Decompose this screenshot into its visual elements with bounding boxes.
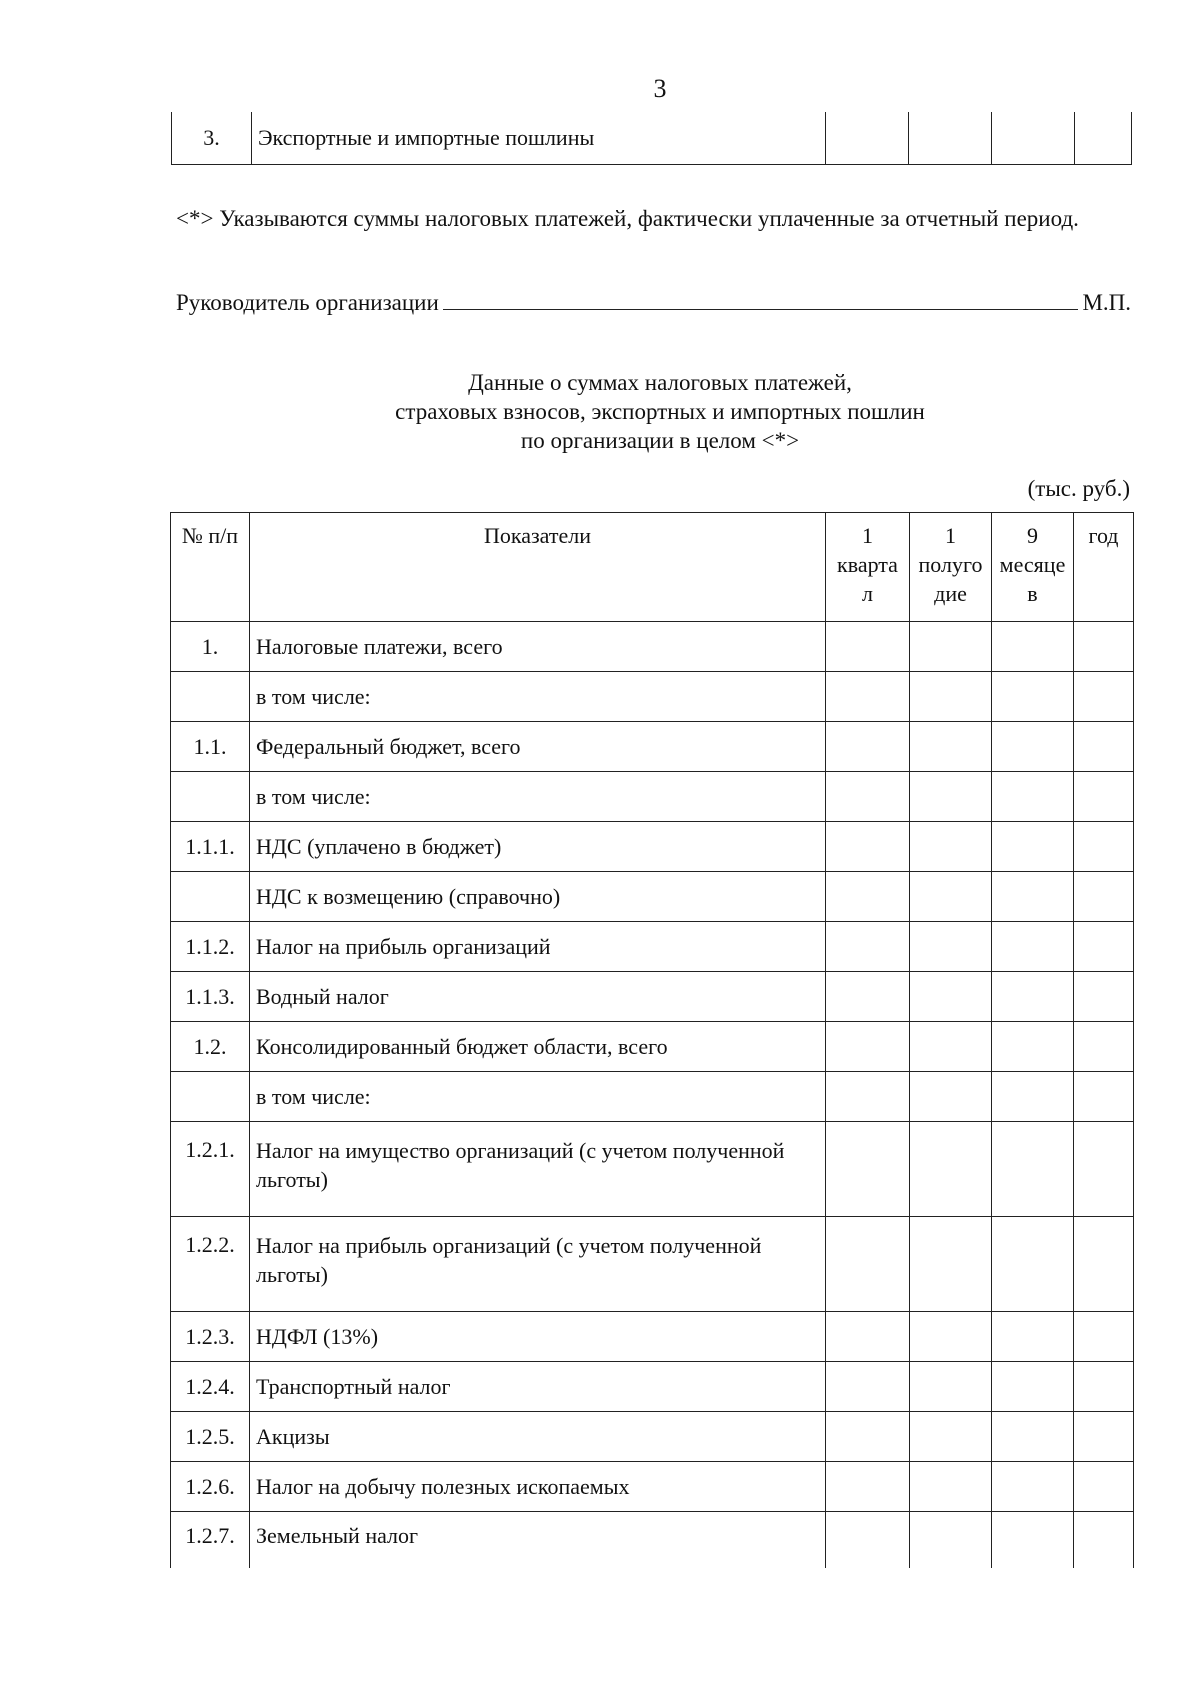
heading-line: страховых взносов, экспортных и импортных пошлин: [395, 399, 925, 424]
table-row: [171, 922, 1134, 972]
row-number: [171, 772, 250, 822]
value-cell-h1[interactable]: [910, 1217, 992, 1312]
table-row: [171, 1512, 1134, 1569]
value-cell[interactable]: [826, 112, 909, 165]
heading-line: Данные о суммах налоговых платежей,: [468, 370, 852, 395]
value-cell-year[interactable]: [1074, 772, 1134, 822]
value-cell-h1[interactable]: [910, 972, 992, 1022]
value-cell-q1[interactable]: [826, 1312, 910, 1362]
row-number: 3.: [172, 112, 252, 165]
value-cell-m9[interactable]: [992, 922, 1074, 972]
value-cell-q1[interactable]: [826, 922, 910, 972]
signature-field[interactable]: [443, 308, 1079, 310]
value-cell-h1[interactable]: [910, 1512, 992, 1569]
row-number: [171, 672, 250, 722]
table-row: [171, 972, 1134, 1022]
value-cell-m9[interactable]: [992, 1412, 1074, 1462]
row-label: Транспортный налог: [250, 1362, 826, 1412]
value-cell-q1[interactable]: [826, 1412, 910, 1462]
value-cell-h1[interactable]: [910, 1412, 992, 1462]
value-cell-h1[interactable]: [910, 922, 992, 972]
table-row: [172, 112, 1132, 165]
value-cell-m9[interactable]: [992, 1022, 1074, 1072]
value-cell[interactable]: [909, 112, 992, 165]
value-cell-q1[interactable]: [826, 622, 910, 672]
table-row: [171, 822, 1134, 872]
header-quarter: 1 кварта л: [826, 513, 910, 622]
row-number: 1.2.4.: [171, 1362, 250, 1412]
unit-label: (тыс. руб.): [1027, 476, 1130, 501]
value-cell-q1[interactable]: [826, 672, 910, 722]
value-cell-h1[interactable]: [910, 1072, 992, 1122]
value-cell-year[interactable]: [1074, 822, 1134, 872]
value-cell-year[interactable]: [1074, 1217, 1134, 1312]
value-cell-q1[interactable]: [826, 1022, 910, 1072]
value-cell-year[interactable]: [1074, 1412, 1134, 1462]
continued-table: [171, 112, 1132, 165]
value-cell-year[interactable]: [1074, 1512, 1134, 1569]
row-label: Федеральный бюджет, всего: [250, 722, 826, 772]
row-label: НДС к возмещению (справочно): [250, 872, 826, 922]
row-number: 1.2.1.: [171, 1122, 250, 1217]
row-number: 1.2.6.: [171, 1462, 250, 1512]
value-cell-h1[interactable]: [910, 672, 992, 722]
row-number: 1.2.3.: [171, 1312, 250, 1362]
tax-payments-table: [170, 512, 1134, 1568]
value-cell-h1[interactable]: [910, 1312, 992, 1362]
header-year: год: [1074, 513, 1134, 622]
row-number: 1.: [171, 622, 250, 672]
table-row: [171, 1412, 1134, 1462]
row-label: НДС (уплачено в бюджет): [250, 822, 826, 872]
value-cell-m9[interactable]: [992, 822, 1074, 872]
value-cell-m9[interactable]: [992, 1072, 1074, 1122]
value-cell-h1[interactable]: [910, 722, 992, 772]
value-cell-h1[interactable]: [910, 1022, 992, 1072]
value-cell-h1[interactable]: [910, 622, 992, 672]
table-row: [171, 772, 1134, 822]
value-cell-year[interactable]: [1074, 1072, 1134, 1122]
header-indicator: Показатели: [250, 513, 826, 622]
row-label: Налоговые платежи, всего: [250, 622, 826, 672]
value-cell-m9[interactable]: [992, 972, 1074, 1022]
table-row: [171, 622, 1134, 672]
value-cell-q1[interactable]: [826, 972, 910, 1022]
value-cell-m9[interactable]: [992, 1312, 1074, 1362]
value-cell-year[interactable]: [1074, 1122, 1134, 1217]
row-label: в том числе:: [250, 1072, 826, 1122]
row-number: 1.1.3.: [171, 972, 250, 1022]
header-num: № п/п: [171, 513, 250, 622]
value-cell-year[interactable]: [1074, 1022, 1134, 1072]
value-cell-year[interactable]: [1074, 1362, 1134, 1412]
row-number: 1.2.5.: [171, 1412, 250, 1462]
value-cell-year[interactable]: [1074, 872, 1134, 922]
value-cell-q1[interactable]: [826, 1362, 910, 1412]
row-number: 1.2.2.: [171, 1217, 250, 1312]
value-cell-year[interactable]: [1074, 1312, 1134, 1362]
value-cell-year[interactable]: [1074, 972, 1134, 1022]
value-cell-year[interactable]: [1074, 622, 1134, 672]
header-half-year: 1 полуго дие: [910, 513, 992, 622]
value-cell-year[interactable]: [1074, 922, 1134, 972]
header-row: [171, 513, 1134, 622]
stamp-label: М.П.: [1082, 290, 1131, 315]
value-cell-q1[interactable]: [826, 872, 910, 922]
value-cell-q1[interactable]: [826, 1122, 910, 1217]
value-cell[interactable]: [1075, 112, 1132, 165]
value-cell-h1[interactable]: [910, 1362, 992, 1412]
value-cell-year[interactable]: [1074, 1462, 1134, 1512]
row-label: Налог на прибыль организаций (с учетом полученной льготы): [250, 1217, 826, 1312]
value-cell-q1[interactable]: [826, 1072, 910, 1122]
value-cell-m9[interactable]: [992, 1122, 1074, 1217]
value-cell-m9[interactable]: [992, 722, 1074, 772]
value-cell-m9[interactable]: [992, 1462, 1074, 1512]
value-cell-m9[interactable]: [992, 1217, 1074, 1312]
row-number: [171, 872, 250, 922]
table-row: [171, 1362, 1134, 1412]
value-cell-h1[interactable]: [910, 1462, 992, 1512]
row-label: Акцизы: [250, 1412, 826, 1462]
row-label: Налог на прибыль организаций: [250, 922, 826, 972]
value-cell-q1[interactable]: [826, 1462, 910, 1512]
row-label: Налог на добычу полезных ископаемых: [250, 1462, 826, 1512]
value-cell-q1[interactable]: [826, 1512, 910, 1569]
row-label: в том числе:: [250, 672, 826, 722]
page-number: 3: [653, 74, 667, 103]
value-cell-year[interactable]: [1074, 672, 1134, 722]
value-cell-m9[interactable]: [992, 672, 1074, 722]
row-number: 1.1.: [171, 722, 250, 772]
table-row: [171, 872, 1134, 922]
row-number: [171, 1072, 250, 1122]
row-number: 1.1.1.: [171, 822, 250, 872]
value-cell-h1[interactable]: [910, 872, 992, 922]
row-label: Водный налог: [250, 972, 826, 1022]
value-cell-h1[interactable]: [910, 772, 992, 822]
table-row: [171, 1462, 1134, 1512]
row-label: Экспортные и импортные пошлины: [252, 112, 826, 165]
value-cell-m9[interactable]: [992, 872, 1074, 922]
value-cell-h1[interactable]: [910, 822, 992, 872]
value-cell-q1[interactable]: [826, 1217, 910, 1312]
row-number: 1.2.7.: [171, 1512, 250, 1569]
row-label: Консолидированный бюджет области, всего: [250, 1022, 826, 1072]
value-cell-q1[interactable]: [826, 722, 910, 772]
value-cell-q1[interactable]: [826, 772, 910, 822]
row-number: 1.1.2.: [171, 922, 250, 972]
table-heading: [0, 368, 1200, 455]
row-label: Налог на имущество организаций (с учетом полученной льготы): [250, 1122, 826, 1217]
table-row: [171, 672, 1134, 722]
table-row: [171, 722, 1134, 772]
row-number: 1.2.: [171, 1022, 250, 1072]
table-row: [171, 1022, 1134, 1072]
value-cell-m9[interactable]: [992, 622, 1074, 672]
value-cell-m9[interactable]: [992, 1362, 1074, 1412]
value-cell[interactable]: [992, 112, 1075, 165]
value-cell-m9[interactable]: [992, 772, 1074, 822]
row-label: в том числе:: [250, 772, 826, 822]
value-cell-q1[interactable]: [826, 822, 910, 872]
table-row: [171, 1312, 1134, 1362]
table-row: [171, 1217, 1134, 1312]
row-label: Земельный налог: [250, 1512, 826, 1569]
header-nine-months: 9 месяце в: [992, 513, 1074, 622]
heading-line: по организации в целом <*>: [520, 428, 800, 453]
footnote: <*> Указываются суммы налоговых платежей, фактически уплаченные за отчетный период.: [176, 206, 1079, 231]
row-label: НДФЛ (13%): [250, 1312, 826, 1362]
signature-line: [176, 290, 1131, 316]
value-cell-h1[interactable]: [910, 1122, 992, 1217]
signature-label: Руководитель организации: [176, 290, 439, 315]
value-cell-year[interactable]: [1074, 722, 1134, 772]
table-row: [171, 1072, 1134, 1122]
value-cell-m9[interactable]: [992, 1512, 1074, 1569]
table-row: [171, 1122, 1134, 1217]
